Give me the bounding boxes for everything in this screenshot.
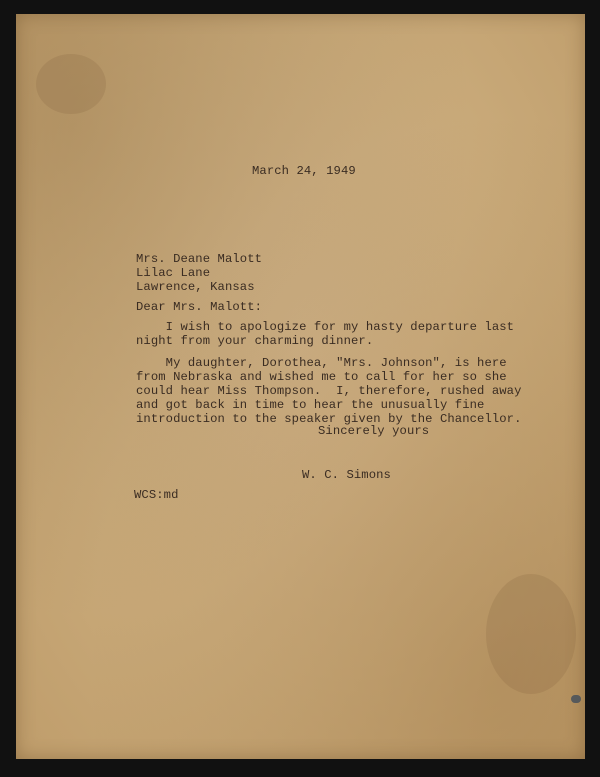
corner-mark xyxy=(571,695,581,703)
paragraph-2-line: and got back in time to hear the unusually fine xyxy=(136,398,485,412)
typist-initials: WCS:md xyxy=(134,488,179,502)
paragraph-1-line: I wish to apologize for my hasty departure last xyxy=(136,320,515,334)
paper-stain xyxy=(36,54,106,114)
recipient-city: Lawrence, Kansas xyxy=(136,280,255,294)
paragraph-2-line: My daughter, Dorothea, "Mrs. Johnson", is here xyxy=(136,356,507,370)
paragraph-2-line: introduction to the speaker given by the Chancellor. xyxy=(136,412,522,426)
signature-name: W. C. Simons xyxy=(302,468,391,482)
recipient-name: Mrs. Deane Malott xyxy=(136,252,263,266)
paragraph-2-line: could hear Miss Thompson. I, therefore, rushed away xyxy=(136,384,522,398)
salutation: Dear Mrs. Malott: xyxy=(136,300,263,314)
paragraph-1-line: night from your charming dinner. xyxy=(136,334,374,348)
paper-stain xyxy=(486,574,576,694)
letter-date: March 24, 1949 xyxy=(252,164,356,178)
recipient-street: Lilac Lane xyxy=(136,266,211,280)
closing: Sincerely yours xyxy=(318,424,430,438)
letter-page xyxy=(16,14,585,759)
paragraph-2-line: from Nebraska and wished me to call for her so she xyxy=(136,370,507,384)
